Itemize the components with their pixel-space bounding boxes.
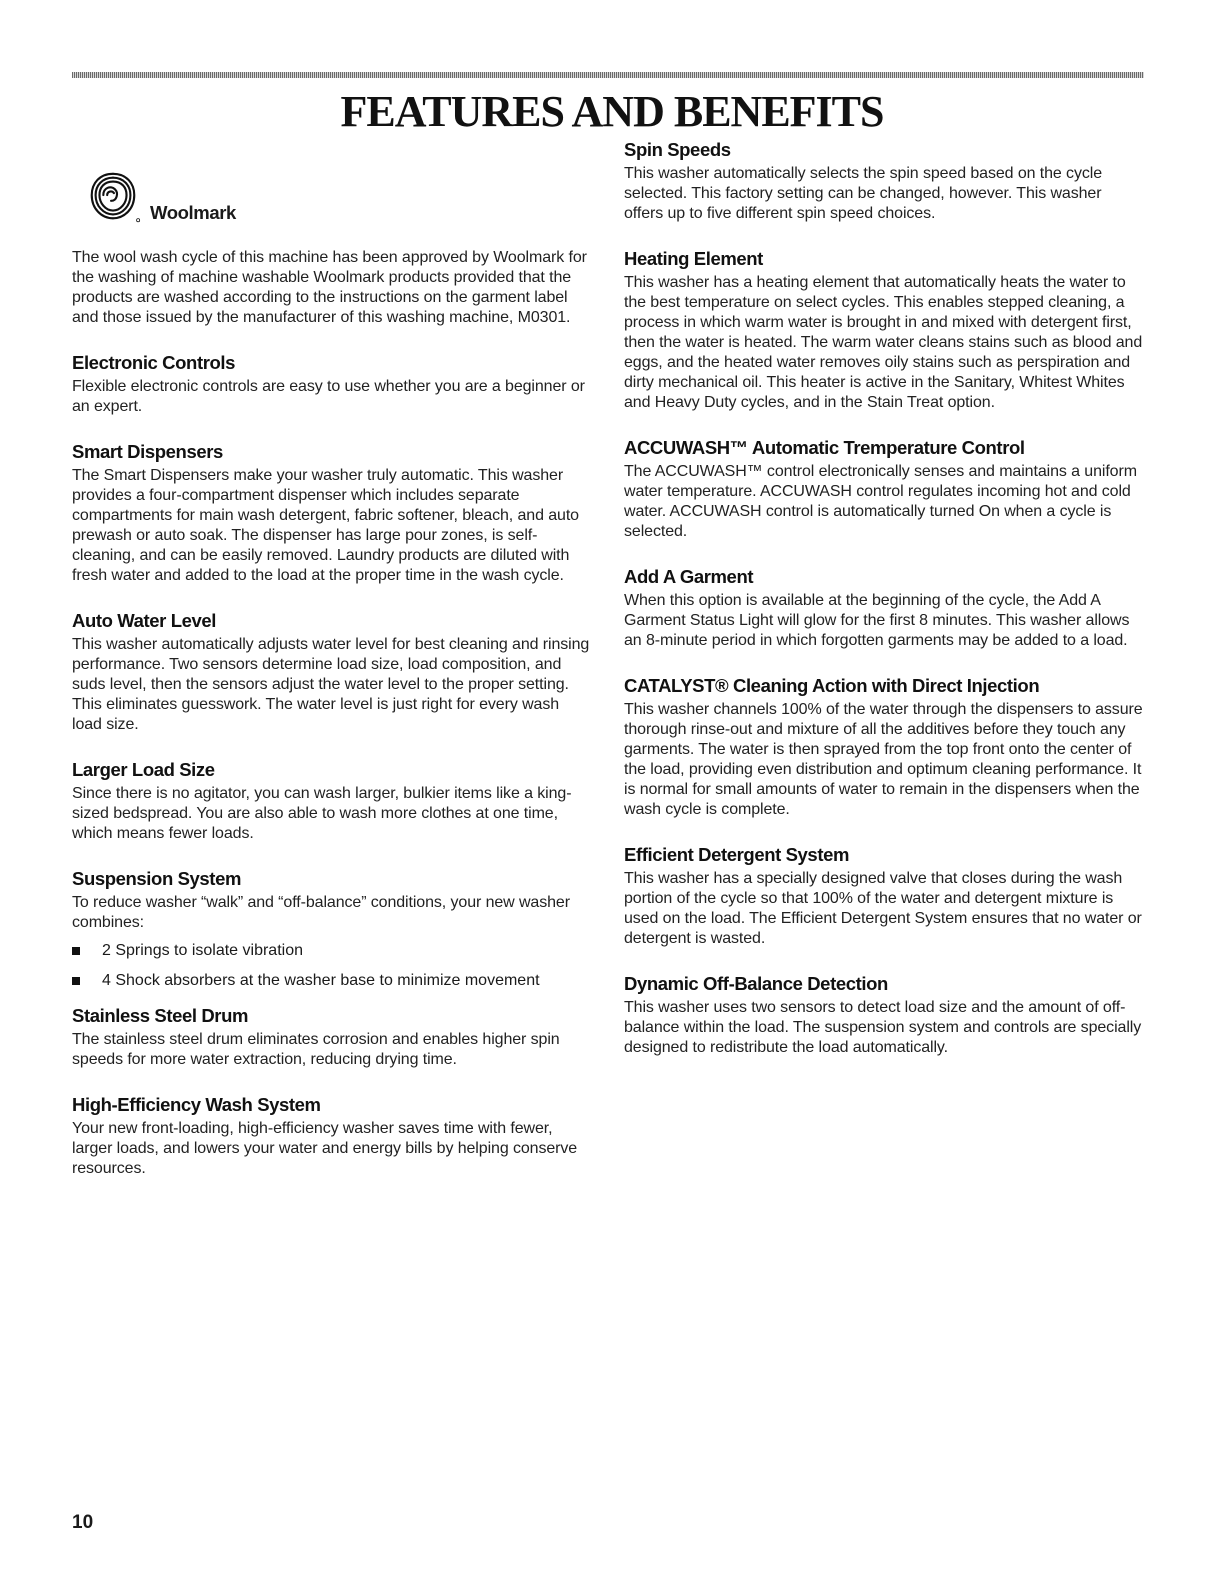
section-title: Suspension System bbox=[72, 868, 242, 889]
left-column bbox=[72, 168, 592, 1203]
section-dynamic-off-balance bbox=[624, 973, 1144, 1058]
section-body: This washer automatically selects the spin speed based on the cycle selected. This factory setting can be changed, however. This washer offers up to five different spin speed choices. bbox=[624, 165, 1103, 222]
section-title: High-Efficiency Wash System bbox=[72, 1094, 321, 1115]
woolmark-title: Woolmark bbox=[150, 202, 236, 223]
section-auto-water-level bbox=[72, 610, 592, 735]
section-body: The stainless steel drum eliminates corrosion and enables higher spin speeds for more water extraction, reducing drying time. bbox=[72, 1031, 560, 1068]
section-title: CATALYST® Cleaning Action with Direct Injection bbox=[624, 675, 1040, 696]
woolmark-header bbox=[84, 168, 592, 226]
section-body: This washer uses two sensors to detect load size and the amount of off-balance within the load. The suspension system and controls are specially designed to redistribute the load automatically. bbox=[624, 999, 1142, 1056]
section-title: Smart Dispensers bbox=[72, 441, 223, 462]
section-suspension-system bbox=[72, 868, 592, 991]
section-body: Since there is no agitator, you can wash larger, bulkier items like a king-sized bedspread. You are also able to wash more clothes at one time, which means fewer loads. bbox=[72, 785, 572, 842]
list-item-text: 2 Springs to isolate vibration bbox=[102, 942, 303, 959]
section-title: Dynamic Off-Balance Detection bbox=[624, 973, 888, 994]
bullet-square-icon bbox=[72, 947, 80, 955]
list-item bbox=[72, 941, 592, 961]
section-efficient-detergent bbox=[624, 844, 1144, 949]
list-item bbox=[72, 971, 592, 991]
section-smart-dispensers bbox=[72, 441, 592, 586]
section-title: Electronic Controls bbox=[72, 352, 236, 373]
section-title: Heating Element bbox=[624, 248, 763, 269]
section-body: When this option is available at the beginning of the cycle, the Add A Garment Status Light will glow for the first 8 minutes. This washer allows an 8-minute period in which forgotten garments may be added to a load. bbox=[624, 592, 1130, 649]
right-column bbox=[624, 139, 1144, 1082]
list-item-text: 4 Shock absorbers at the washer base to minimize movement bbox=[102, 972, 540, 989]
section-body: This washer automatically adjusts water level for best cleaning and rinsing performance. Two sensors determine load size, load composition, and suds level, then the sensors adjust the water level to the proper setting. This eliminates guesswork. The water level is just right for every wash load size. bbox=[72, 636, 590, 733]
woolmark-section bbox=[72, 248, 592, 328]
section-high-efficiency-wash bbox=[72, 1094, 592, 1179]
section-body: This washer channels 100% of the water through the dispensers to assure thorough rinse-out and mixture of all the additives before they touch any garments. The water is then sprayed from the top front onto the center of the load, providing even distribution and optimum cleaning performance. It is normal for small amounts of water to remain in the dispensers when the wash cycle is complete. bbox=[624, 701, 1143, 818]
top-rule bbox=[72, 72, 1144, 78]
section-catalyst bbox=[624, 675, 1144, 820]
woolmark-body: The wool wash cycle of this machine has been approved by Woolmark for the washing of machine washable Woolmark products provided that the products are washed according to the instructions on the garment label and those issued by the manufacturer of this washing machine, M0301. bbox=[72, 249, 587, 326]
section-title: Spin Speeds bbox=[624, 139, 731, 160]
section-title: Add A Garment bbox=[624, 566, 754, 587]
section-body: Your new front-loading, high-efficiency washer saves time with fewer, larger loads, and lowers your water and energy bills by helping conserve resources. bbox=[72, 1120, 578, 1177]
section-accuwash bbox=[624, 437, 1144, 542]
section-title: ACCUWASH™ Automatic Tremperature Control bbox=[624, 437, 1025, 458]
section-body: To reduce washer “walk” and “off-balance” conditions, your new washer combines: bbox=[72, 894, 570, 931]
section-body: Flexible electronic controls are easy to use whether you are a beginner or an expert. bbox=[72, 378, 585, 415]
bullet-square-icon bbox=[72, 977, 80, 985]
section-body: The Smart Dispensers make your washer truly automatic. This washer provides a four-compartment dispenser which includes separate compartments for main wash detergent, fabric softener, bleach, and auto prewash or auto soak. The dispenser has large pour zones, is self-cleaning, and can be easily removed. Laundry products are diluted with fresh water and added to the load at the proper time in the wash cycle. bbox=[72, 467, 579, 584]
section-title: Stainless Steel Drum bbox=[72, 1005, 249, 1026]
section-larger-load-size bbox=[72, 759, 592, 844]
section-add-a-garment bbox=[624, 566, 1144, 651]
section-body: This washer has a heating element that automatically heats the water to the best temperature on select cycles. This enables stepped cleaning, a process in which warm water is brought in and mixed with detergent first, then the water is heated. The warm water cleans stains such as blood and eggs, and the heated water removes oily stains such as perspiration and dirty mechanical oil. This heater is active in the Sanitary, Whitest Whites and Heavy Duty cycles, and in the Stain Treat option. bbox=[624, 274, 1143, 411]
section-stainless-steel-drum bbox=[72, 1005, 592, 1070]
section-title: Larger Load Size bbox=[72, 759, 215, 780]
page-title: FEATURES AND BENEFITS bbox=[340, 87, 884, 136]
section-body: The ACCUWASH™ control electronically senses and maintains a uniform water temperature. ACCUWASH control regulates incoming hot and cold water. ACCUWASH control is automatically turned On when a cycle is selected. bbox=[624, 463, 1137, 540]
page-number: 10 bbox=[72, 1512, 94, 1533]
section-heating-element bbox=[624, 248, 1144, 413]
section-body: This washer has a specially designed valve that closes during the wash portion of the cycle so that 100% of the water and detergent mixture is used on the load. The Efficient Detergent System ensures that no water or detergent is wasted. bbox=[624, 870, 1142, 947]
section-title: Efficient Detergent System bbox=[624, 844, 850, 865]
section-spin-speeds bbox=[624, 139, 1144, 224]
woolmark-logo-icon bbox=[84, 168, 142, 226]
section-electronic-controls bbox=[72, 352, 592, 417]
bullet-list bbox=[72, 941, 592, 991]
section-title: Auto Water Level bbox=[72, 610, 217, 631]
